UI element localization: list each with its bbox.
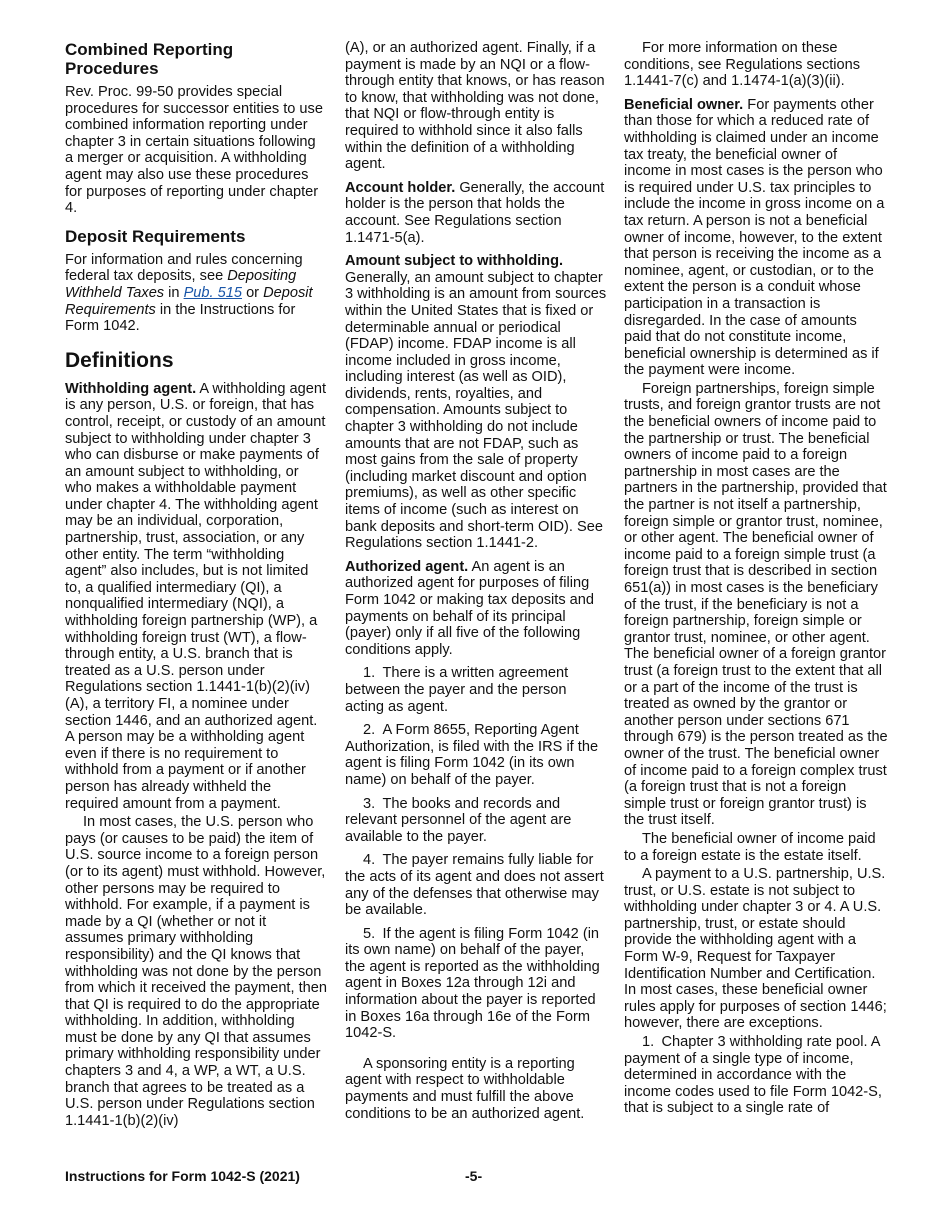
us-partnership-paragraph: A payment to a U.S. partnership, U.S. trust, or U.S. estate is not subject to withholding under chapter 3 or 4. A U.S. partnership, trust, or estate should provide the withholding agent with a Form W-9, Request for Taxpayer Identification Number and Certification. In most cases, these beneficial owner rules apply for purposes of section 1446; however, there are exceptions. — [624, 866, 887, 1032]
page-number: -5- — [465, 1168, 483, 1184]
account-holder-term: Account holder. — [345, 179, 456, 196]
deposit-text: For information and rules concerning federal tax deposits, see — [65, 251, 303, 285]
column-1 — [65, 40, 327, 1136]
authorized-agent-body: An agent is an authorized agent for purposes of filing Form 1042 or making tax deposits and payments on behalf of its principal (payer) only if all five of the following conditions apply. — [345, 558, 595, 658]
beneficial-owner-term: Beneficial owner. — [624, 96, 744, 113]
deposit-requirements-heading: Deposit Requirements — [65, 226, 246, 246]
account-holder-body: Generally, the account holder is the person that holds the account. See Regulations section 1.1471-5(a). — [345, 179, 605, 246]
deposit-text: or — [242, 284, 264, 301]
condition-item: 5. If the agent is filing Form 1042 (in its own name) on behalf of the payer, the agent is reported as the withholding agent in Boxes 12a through 12i and information about the payer is reported in Boxes 16a through 16e of the Form 1042-S. — [345, 925, 600, 1042]
foreign-estate-paragraph: The beneficial owner of income paid to a foreign estate is the estate itself. — [624, 830, 876, 864]
amount-subject-body: Generally, an amount subject to chapter 3 withholding is an amount from sources within the United States that is fixed or determinable annual or periodical (FDAP) income. FDAP income is all income included in gross income, including interest (as well as OID), dividends, rents, royalties, and compensation. Amounts subject to chapter 3 withholding do not include amounts that are not FDAP, such as most gains from the sale of property (including market discount and option premiums), as well as other specific items of income (such as interest on bank deposits and short-term OID). See Regulations section 1.1441-2. — [345, 269, 607, 552]
withholding-agent-body: A withholding agent is any person, U.S. or foreign, that has control, receipt, or custody of an amount subject to withholding under chapter 3 who can disburse or make payments of an amount subject to withholding, or who makes a withholdable payment under chapter 4. The withholding agent may be an individual, corporation, partnership, trust, association, or any other entity. The term “withholding agent” also includes, but is not limited to, a qualified intermediary (QI), a nonqualified intermediary (NQI), a withholding foreign partnership (WP), a withholding foreign trust (WT), a flow-through entity, a U.S. branch that is treated as a U.S. person under Regulations section 1.1441-1(b)(2)(iv)(A), a territory FI, a nominee under section 1446, and an authorized agent. A person may be a withholding agent even if there is no requirement to withhold from a payment or if another person has already withheld the required amount from a payment. — [65, 380, 327, 812]
beneficial-owner-body: For payments other than those for which a reduced rate of withholding is claimed under an income tax treaty, the beneficial owner of income in most cases is the person who is required under U.S. tax principles to include the income in gross income on a tax return. A person is not a beneficial owner of income, however, to the extent that person is receiving the income as a nominee, agent, or custodian, or to the extent the person is a conduit whose participation in a transaction is disregarded. In the case of amounts paid that do not constitute income, beneficial ownership is determined as if the payment were income. — [624, 96, 885, 379]
rate-pool-paragraph: 1. Chapter 3 withholding rate pool. A payment of a single type of income, determined in accordance with the income codes used to file Form 1042-S, that is subject to a single rate of — [624, 1034, 882, 1117]
column-2 — [345, 40, 607, 1129]
pub-515-link[interactable]: Pub. 515 — [183, 284, 243, 301]
amount-subject-paragraph — [345, 253, 607, 552]
authorized-agent-paragraph — [345, 559, 607, 659]
condition-item: 1. There is a written agreement between the payer and the person acting as agent. — [345, 665, 569, 715]
beneficial-owner-paragraph — [624, 97, 888, 379]
depositing-withheld-taxes-ref: Depositing Withheld Taxes — [65, 268, 297, 301]
account-holder-paragraph — [345, 180, 607, 246]
form-title: Instructions for Form 1042-S (2021) — [65, 1168, 300, 1184]
most-cases-paragraph: In most cases, the U.S. person who pays (or causes to be paid) the item of U.S. source income to a foreign person (or to its agent) must withhold. However, other persons may be required to withhold. For example, if a payment is made by a QI (whether or not it assumes primary withholding responsibility) and the QI knows that withholding was not done by the person from which it received the payment, then that QI is required to do the appropriate withholding. In addition, withholding must be done by any QI that assumes primary withholding responsibility under chapters 3 and 4, a WP, a WT, a U.S. branch that agrees to be treated as a U.S. person under Regulations section 1.1441-1(b)(2)(iv) — [65, 814, 328, 1129]
definitions-heading: Definitions — [65, 348, 174, 372]
condition-item: 2. A Form 8655, Reporting Agent Authorization, is filed with the IRS if the agent is filing Form 1042 (in its own name) on behalf of the payer. — [345, 722, 599, 788]
more-info-paragraph: For more information on these conditions, see Regulations sections 1.1441-7(c) and 1.1474-1(a)(3)(ii). — [624, 40, 861, 90]
sponsoring-entity-paragraph: A sponsoring entity is a reporting agent with respect to withholdable payments and must fulfill the above conditions to be an authorized agent. — [345, 1055, 585, 1122]
withholding-agent-paragraph — [65, 381, 327, 812]
deposit-text: in — [164, 284, 184, 301]
deposit-requirements-ref: Deposit Requirements — [65, 284, 313, 318]
withholding-agent-term: Withholding agent. — [65, 380, 197, 397]
deposit-text: in the Instructions for Form 1042. — [65, 301, 296, 335]
authorized-agent-term: Authorized agent. — [345, 558, 469, 575]
amount-subject-term: Amount subject to withholding. — [345, 253, 564, 270]
column-3 — [624, 40, 888, 1124]
condition-item: 3. The books and records and relevant personnel of the agent are available to the payer. — [345, 795, 572, 845]
combined-reporting-paragraph: Rev. Proc. 99-50 provides special procedures for successor entities to use combined information reporting under chapter 3 in certain situations following a merger or acquisition. A withholding agent may also use these procedures for purposes of reporting under chapter 4. — [65, 84, 323, 217]
continuation-paragraph: (A), or an authorized agent. Finally, if a payment is made by an NQI or a flow-through entity that knows, or has reason to know, that withholding was not done, that NQI or flow-through entity is required to withhold since it also falls within the definition of a withholding agent. — [345, 40, 605, 173]
deposit-requirements-paragraph — [65, 252, 327, 335]
foreign-partnerships-paragraph: Foreign partnerships, foreign simple trusts, and foreign grantor trusts are not the beneficial owners of income paid to the partnership or trust. The beneficial owners of income paid to a foreign partnership in most cases are the partners in the partnership, provided that the partner is not itself a partnership, foreign simple or grantor trust, nominee, or other agent. The beneficial owner of income paid to a foreign simple trust (a foreign trust that is described in section 651(a)) in most cases is the beneficiary of the trust, if the beneficiary is not a foreign partnership, foreign simple or grantor trust, nominee, or other agent. The beneficial owner of a foreign grantor trust (a foreign trust to the extent that all or a part of the income of the trust is treated as owned by the grantor or another person under sections 671 through 679) is the person treated as the owner of the trust. The beneficial owner of income paid to a foreign complex trust (a foreign trust that is not a foreign simple trust or foreign grantor trust) is the trust itself. — [624, 380, 888, 829]
condition-item: 4. The payer remains fully liable for the acts of its agent and does not assert any of the defenses that otherwise may be available. — [345, 852, 604, 919]
combined-reporting-heading: Combined Reporting Procedures — [65, 40, 234, 78]
